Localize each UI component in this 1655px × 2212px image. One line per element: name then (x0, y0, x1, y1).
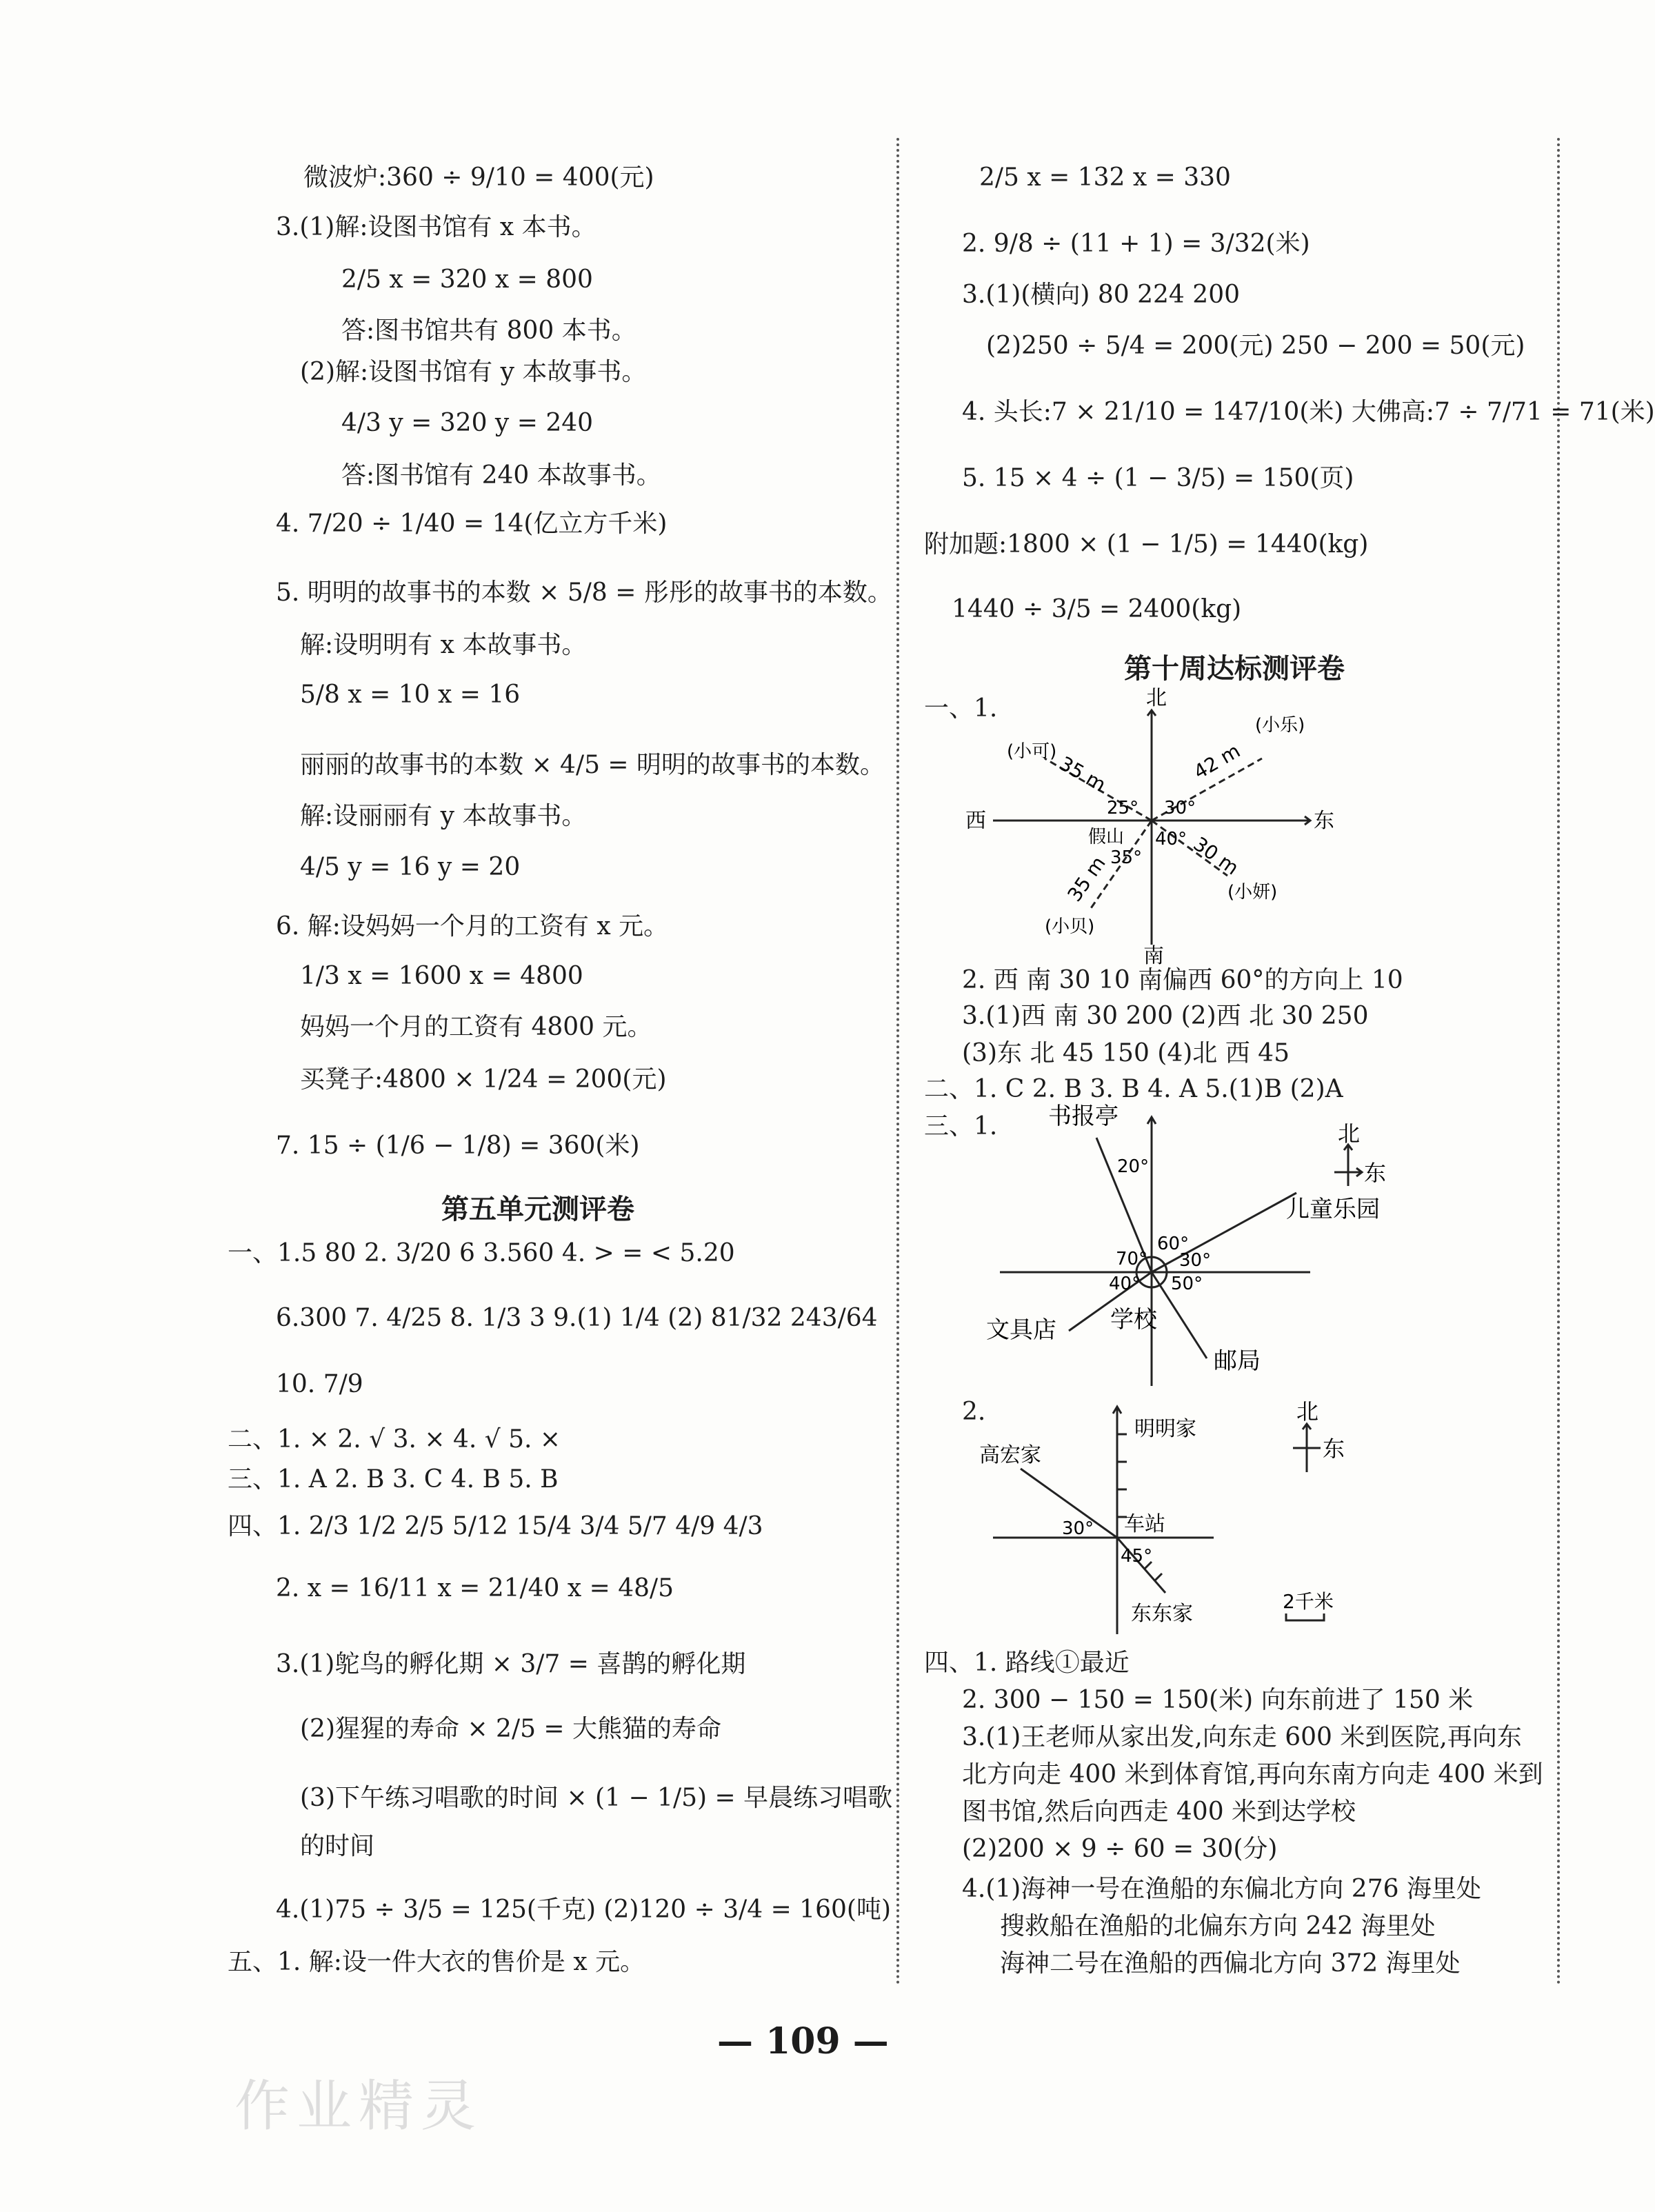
north-label: 北 (1296, 1398, 1319, 1425)
answer-line: 10. 7/9 (276, 1370, 363, 1398)
distance-label: 42 m (1190, 739, 1245, 784)
answer-line: 2. 西 南 30 10 南偏西 60°的方向上 10 (962, 966, 1403, 994)
answer-line: 四、1. 路线①最近 (924, 1649, 1130, 1677)
answer-line: 2/5 x = 320 x = 800 (341, 265, 593, 294)
east-label: 东 (1364, 1160, 1387, 1186)
answer-line: 三、1. A 2. B 3. C 4. B 5. B (228, 1465, 559, 1494)
answer-line: 三、1. (924, 1112, 998, 1140)
south-label: 南 (1143, 944, 1164, 968)
answer-line: 2. (962, 1398, 986, 1426)
distance-label: 35 m (1055, 752, 1110, 796)
answer-line: 3.(1)鸵鸟的孵化期 × 3/7 = 喜鹊的孵化期 (276, 1650, 746, 1678)
answer-line: 图书馆,然后向西走 400 米到达学校 (962, 1798, 1356, 1826)
answer-line: 微波炉:360 ÷ 9/10 = 400(元) (303, 163, 654, 192)
answer-line: 四、1. 2/3 1/2 2/5 5/12 15/4 3/4 5/7 4/9 4/3 (228, 1512, 763, 1540)
compass-diagram-3 (979, 1393, 1434, 1641)
answer-line: 解:设明明有 x 本故事书。 (300, 631, 587, 659)
answer-line: 海神二号在渔船的西偏北方向 372 海里处 (1000, 1949, 1461, 1978)
east-label: 东 (1314, 809, 1334, 833)
mingming-label: 明明家 (1134, 1417, 1196, 1441)
angle-label: 40° (1109, 1274, 1141, 1294)
gaohong-label: 高宏家 (979, 1443, 1041, 1467)
answer-line: 一、1. (924, 694, 998, 723)
north-label: 北 (1146, 686, 1167, 710)
answer-line: 6.300 7. 4/25 8. 1/3 3 9.(1) 1/4 (2) 81/32 243/64 (276, 1304, 878, 1332)
distance-label: 35 m (1063, 852, 1110, 906)
angle-label: 40° (1155, 829, 1187, 849)
column-divider (896, 138, 899, 1986)
answer-line: (3)下午练习唱歌的时间 × (1 − 1/5) = 早晨练习唱歌 (300, 1784, 893, 1812)
answer-line: 2. 9/8 ÷ (11 + 1) = 3/32(米) (962, 230, 1310, 258)
west-label: 西 (965, 809, 986, 833)
chezhan-label: 车站 (1124, 1512, 1165, 1536)
answer-line: (2)解:设图书馆有 y 本故事书。 (300, 358, 647, 386)
answer-line: 5. 15 × 4 ÷ (1 − 3/5) = 150(页) (962, 464, 1354, 492)
answer-line: 1440 ÷ 3/5 = 2400(kg) (952, 595, 1242, 623)
center-label: 假山 (1088, 827, 1125, 847)
answer-line: 3.(1)王老师从家出发,向东走 600 米到医院,再向东 (962, 1723, 1522, 1751)
answer-line: 4/3 y = 320 y = 240 (341, 409, 594, 437)
angle-label: 30° (1179, 1250, 1212, 1271)
xiaoyan-label: (小妍) (1227, 882, 1278, 903)
answer-line: 2. 300 − 150 = 150(米) 向东前进了 150 米 (962, 1686, 1474, 1714)
xiaole-label: (小乐) (1255, 715, 1305, 736)
answer-line: (2)250 ÷ 5/4 = 200(元) 250 − 200 = 50(元) (986, 332, 1525, 360)
answer-line: 买凳子:4800 × 1/24 = 200(元) (300, 1065, 667, 1094)
angle-label: 70° (1116, 1249, 1148, 1269)
page-number: — 109 — (717, 2020, 889, 2062)
youju-label: 邮局 (1214, 1347, 1261, 1375)
unit5-title: 第五单元测评卷 (441, 1194, 634, 1225)
answer-line: 3.(1)(横向) 80 224 200 (962, 281, 1240, 309)
answer-line: 二、1. × 2. √ 3. × 4. √ 5. × (228, 1425, 561, 1454)
shubaoting-label: 书报亭 (1048, 1103, 1119, 1130)
answer-line: 北方向走 400 米到体育馆,再向东南方向走 400 米到 (962, 1760, 1543, 1789)
answer-line: 二、1. C 2. B 3. B 4. A 5.(1)B (2)A (924, 1075, 1343, 1103)
angle-label: 30° (1062, 1518, 1094, 1539)
dongdong-label: 东东家 (1131, 1602, 1193, 1626)
answer-line: 1/3 x = 1600 x = 4800 (300, 962, 583, 990)
answer-line: 4/5 y = 16 y = 20 (300, 853, 521, 881)
angle-label: 45° (1121, 1546, 1153, 1567)
east-label: 东 (1323, 1436, 1345, 1462)
scale-label: 2千米 (1283, 1590, 1334, 1613)
angle-label: 25° (1107, 798, 1139, 818)
answer-line: 答:图书馆共有 800 本书。 (341, 316, 636, 345)
xiaoke-label: (小可) (1007, 741, 1057, 762)
answer-line: 的时间 (300, 1832, 375, 1860)
answer-line: 4.(1)海神一号在渔船的东偏北方向 276 海里处 (962, 1875, 1481, 1903)
north-label: 北 (1338, 1120, 1361, 1147)
answer-line: 7. 15 ÷ (1/6 − 1/8) = 360(米) (276, 1132, 640, 1160)
compass-diagram-1 (965, 686, 1334, 968)
answer-line: 2/5 x = 132 x = 330 (979, 163, 1231, 192)
answer-line: 答:图书馆有 240 本故事书。 (341, 461, 661, 490)
ertong-label: 儿童乐园 (1286, 1196, 1380, 1223)
answer-line: 3.(1)西 南 30 200 (2)西 北 30 250 (962, 1002, 1369, 1030)
angle-label: 20° (1117, 1156, 1150, 1177)
angle-label: 30° (1164, 798, 1196, 818)
answer-line: 3.(1)解:设图书馆有 x 本书。 (276, 213, 596, 241)
answer-line: 解:设丽丽有 y 本故事书。 (300, 802, 587, 830)
answer-line: 丽丽的故事书的本数 × 4/5 = 明明的故事书的本数。 (300, 751, 885, 779)
answer-line: 妈妈一个月的工资有 4800 元。 (300, 1013, 652, 1041)
angle-label: 35° (1110, 847, 1143, 868)
answer-line: 搜救船在渔船的北偏东方向 242 海里处 (1000, 1912, 1436, 1940)
answer-line: 五、1. 解:设一件大衣的售价是 x 元。 (228, 1948, 645, 1976)
answer-line: 5. 明明的故事书的本数 × 5/8 = 彤彤的故事书的本数。 (276, 579, 892, 607)
answer-line: 5/8 x = 10 x = 16 (300, 681, 521, 709)
xiaobei-label: (小贝) (1045, 916, 1095, 937)
answer-line: 一、1.5 80 2. 3/20 6 3.560 4. > = < 5.20 (228, 1239, 735, 1267)
answer-line: 4. 7/20 ÷ 1/40 = 14(亿立方千米) (276, 510, 668, 538)
answer-line: 附加题:1800 × (1 − 1/5) = 1440(kg) (924, 530, 1369, 559)
answer-line: 4. 头长:7 × 21/10 = 147/10(米) 大佛高:7 ÷ 7/71 = 71(米) (962, 398, 1655, 426)
angle-label: 50° (1171, 1274, 1203, 1294)
angle-label: 60° (1157, 1234, 1190, 1254)
answer-line: (3)东 北 45 150 (4)北 西 45 (962, 1039, 1290, 1067)
answer-line: (2)猩猩的寿命 × 2/5 = 大熊猫的寿命 (300, 1715, 722, 1743)
wenju-label: 文具店 (986, 1316, 1056, 1344)
week10-title: 第十周达标测评卷 (1124, 653, 1345, 685)
distance-label: 30 m (1189, 832, 1243, 880)
compass-diagram-2 (979, 1103, 1462, 1393)
answer-line: 4.(1)75 ÷ 3/5 = 125(千克) (2)120 ÷ 3/4 = 160(吨) (276, 1896, 891, 1924)
xuexiao-label: 学校 (1110, 1306, 1157, 1334)
answer-line: (2)200 × 9 ÷ 60 = 30(分) (962, 1835, 1278, 1863)
answer-line: 6. 解:设妈妈一个月的工资有 x 元。 (276, 912, 669, 941)
answer-line: 2. x = 16/11 x = 21/40 x = 48/5 (276, 1574, 674, 1602)
watermark: 作业精灵 (234, 2074, 483, 2138)
